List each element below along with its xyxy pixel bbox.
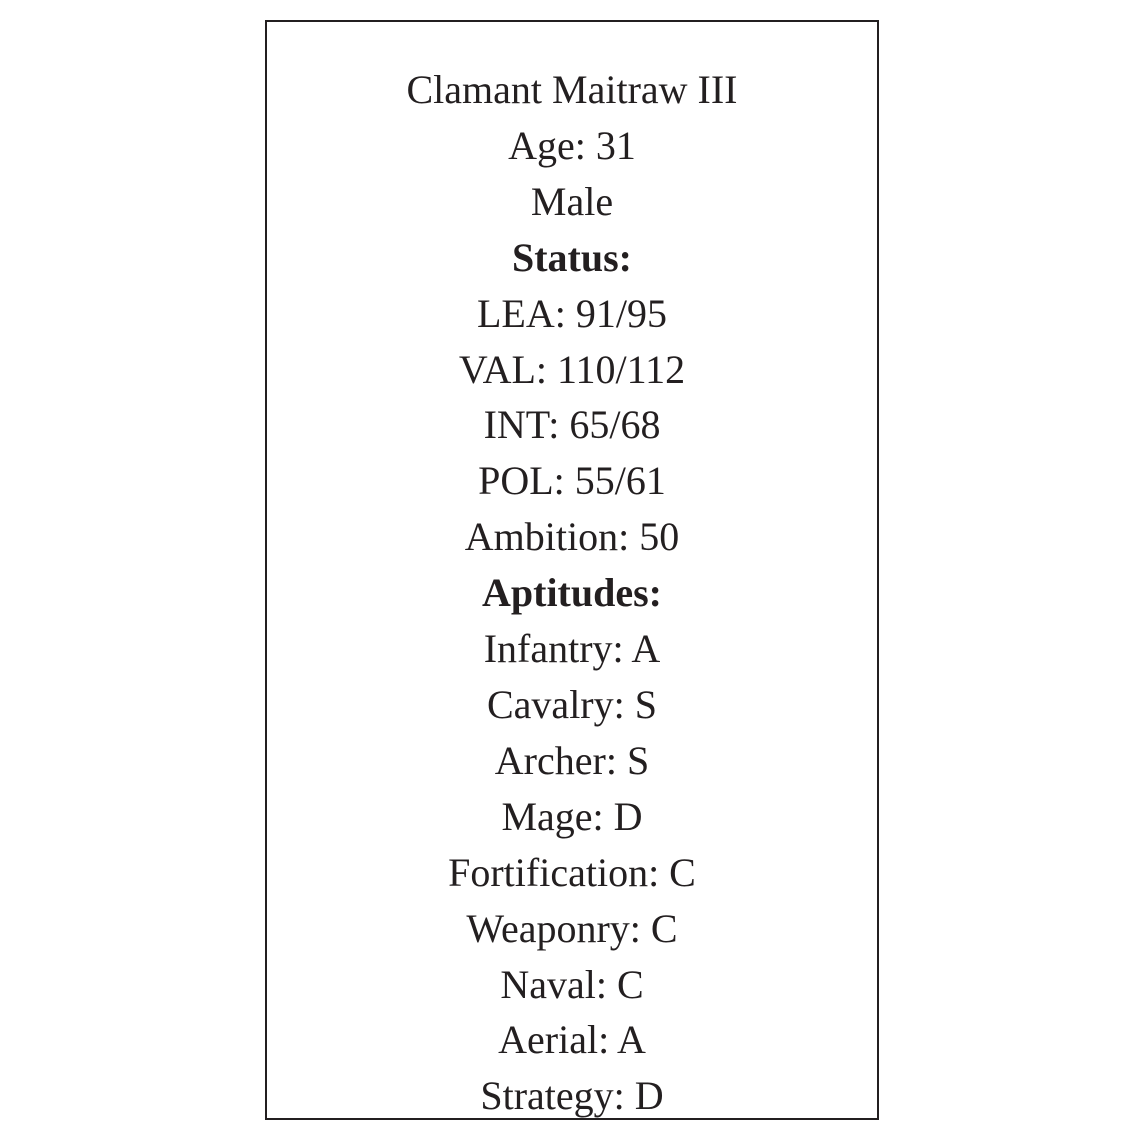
aptitude-naval: Naval: C	[500, 961, 644, 1007]
stat-pol: POL: 55/61	[478, 458, 666, 504]
aptitude-mage: Mage: D	[501, 793, 643, 839]
aptitude-weaponry: Weaponry: C	[466, 905, 678, 951]
aptitudes-heading: Aptitudes:	[481, 570, 663, 616]
aptitude-cavalry: Cavalry: S	[487, 681, 657, 727]
aptitude-infantry: Infantry: A	[483, 626, 661, 672]
character-age: Age: 31	[508, 122, 636, 168]
stat-lea: LEA: 91/95	[477, 290, 667, 336]
character-name: Clamant Maitraw III	[406, 67, 738, 112]
stat-val: VAL: 110/112	[458, 346, 686, 392]
aptitude-aerial: Aerial: A	[498, 1017, 646, 1063]
stat-int: INT: 65/68	[483, 402, 661, 448]
character-status-card	[265, 20, 879, 1120]
character-sheet-lines	[267, 62, 877, 1124]
stat-ambition: Ambition: 50	[464, 514, 680, 560]
aptitude-strategy: Strategy: D	[480, 1073, 664, 1119]
aptitude-archer: Archer: S	[494, 737, 650, 783]
status-heading: Status:	[511, 234, 633, 280]
aptitude-fortification: Fortification: C	[448, 849, 696, 895]
character-gender: Male	[530, 178, 614, 224]
